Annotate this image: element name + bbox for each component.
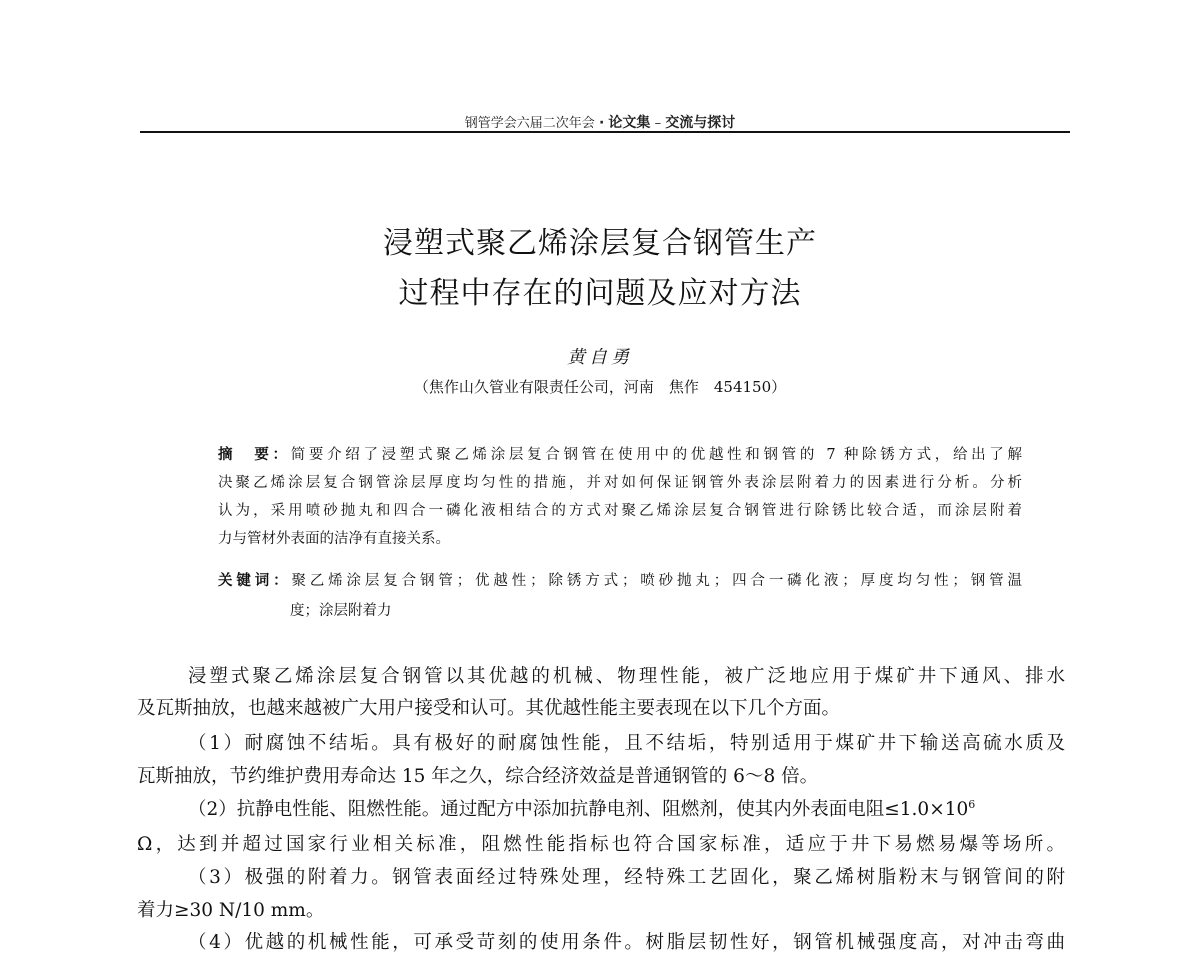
body-line: 及瓦斯抽放，也越来越被广大用户接受和认可。其优越性能主要表现在以下几个方面。 <box>137 698 841 719</box>
body-line: （4）优越的机械性能，可承受苛刻的使用条件。树脂层韧性好，钢管机械强度高，对冲击弯曲 <box>188 932 1065 953</box>
keywords-text: 聚乙烯涂层复合钢管；优越性；除锈方式；喷砂抛丸；四合一磷化液；厚度均匀性；钢管温 <box>291 573 1023 589</box>
header-section: 交流与探讨 <box>665 115 736 131</box>
abstract-line: 力与管材外表面的洁净有直接关系。 <box>218 531 450 547</box>
running-header <box>0 112 1200 132</box>
header-conference: 钢管学会六届二次年会 <box>464 116 595 131</box>
header-dash: – <box>654 116 662 131</box>
body-line <box>188 795 1065 821</box>
abstract-label: 摘 要： <box>218 447 291 463</box>
body-line: 瓦斯抽放，节约维护费用寿命达 15 年之久，综合经济效益是普通钢管的 6～8 倍。 <box>137 766 819 787</box>
author: 黄自勇 <box>567 347 633 368</box>
abstract-text: 简要介绍了浸塑式聚乙烯涂层复合钢管在使用中的优越性和钢管的 7 种除锈方式，给出了解 <box>290 447 1022 463</box>
keywords-line: 度；涂层附着力 <box>290 603 392 619</box>
body-line: 着力≥30 N/10 mm。 <box>137 900 325 921</box>
body-line: 浸塑式聚乙烯涂层复合钢管以其优越的机械、物理性能，被广泛地应用于煤矿井下通风、排水 <box>188 666 1065 687</box>
header-separator: · <box>598 115 605 131</box>
body-line: Ω，达到并超过国家行业相关标准，阻燃性能指标也符合国家标准，适应于井下易燃易爆等场所。 <box>137 834 1065 855</box>
body-text: （2）抗静电性能、阻燃性能。通过配方中添加抗静电剂、阻燃剂，使其内外表面电阻≤1.0×10 <box>188 799 969 820</box>
body-line: （3）极强的附着力。钢管表面经过特殊处理，经特殊工艺固化，聚乙烯树脂粉末与钢管间的附 <box>188 867 1065 888</box>
keywords-label: 关键词： <box>218 573 292 589</box>
abstract-line: 认为，采用喷砂抛丸和四合一磷化液相结合的方式对聚乙烯涂层复合钢管进行除锈比较合适，而涂层附着 <box>218 503 1022 519</box>
affiliation: （焦作山久管业有限责任公司，河南 焦作 454150） <box>413 378 787 396</box>
title-line-2: 过程中存在的问题及应对方法 <box>398 276 802 311</box>
abstract-line <box>218 443 1022 464</box>
title-line-1: 浸塑式聚乙烯涂层复合钢管生产 <box>383 226 817 261</box>
header-rule <box>140 131 1070 133</box>
header-collection: 论文集 <box>608 115 651 131</box>
abstract-line: 决聚乙烯涂层复合钢管涂层厚度均匀性的措施，并对如何保证钢管外表涂层附着力的因素进行分析。分析 <box>218 475 1022 491</box>
superscript-exponent: 6 <box>968 797 976 811</box>
keywords-line <box>218 569 1022 590</box>
body-line: （1）耐腐蚀不结垢。具有极好的耐腐蚀性能，且不结垢，特别适用于煤矿井下输送高硫水质及 <box>188 733 1065 754</box>
